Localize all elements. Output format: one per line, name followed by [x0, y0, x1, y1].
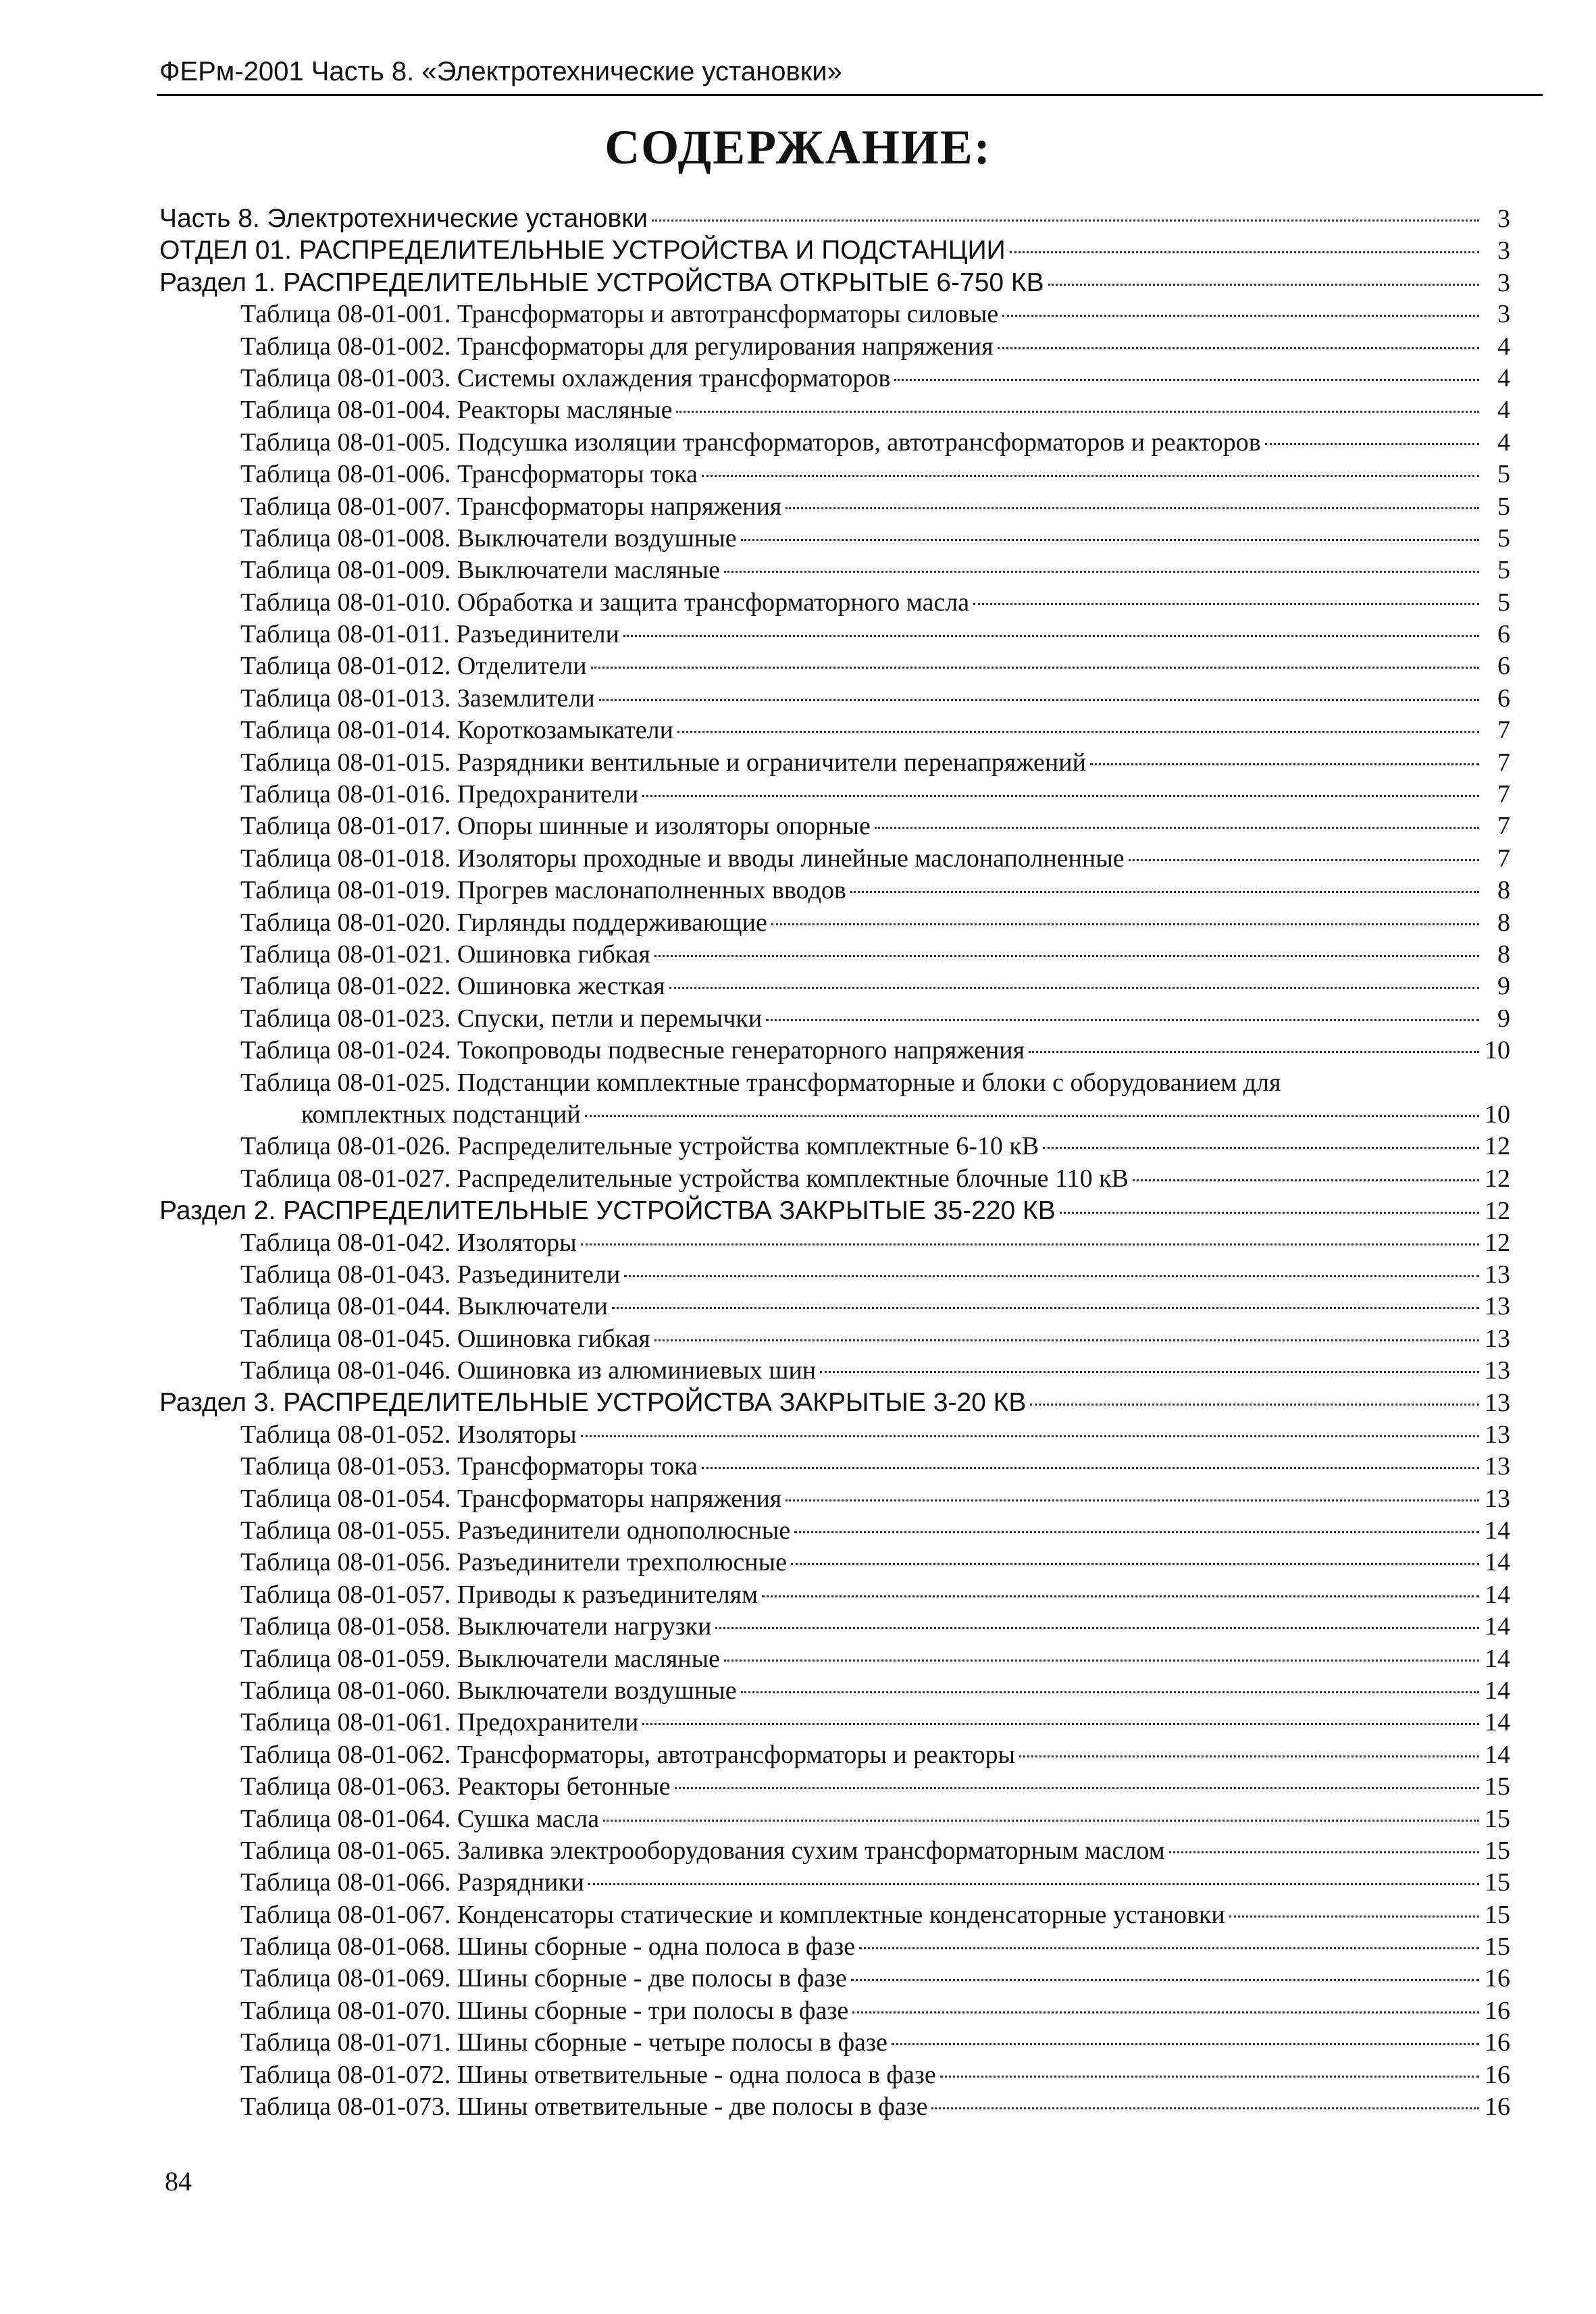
toc-entry[interactable] [159, 1163, 1510, 1195]
toc-entry-label: Таблица 08-01-056. Разъединители трехполюсные [240, 1548, 788, 1577]
toc-entry[interactable] [159, 2027, 1510, 2059]
toc-entry[interactable] [159, 1387, 1510, 1418]
dot-leader [859, 1947, 1479, 1949]
toc-entry-label: Таблица 08-01-066. Разрядники [240, 1868, 585, 1897]
toc-entry[interactable] [159, 394, 1510, 426]
table-of-contents [159, 203, 1510, 2123]
dot-leader [1265, 443, 1479, 445]
toc-entry[interactable] [159, 1547, 1510, 1578]
toc-entry[interactable] [159, 1835, 1510, 1867]
dot-leader [1229, 1916, 1479, 1918]
dot-leader [852, 2011, 1479, 2013]
dot-leader [585, 1115, 1479, 1117]
dot-leader [998, 347, 1479, 349]
toc-entry-page: 4 [1497, 428, 1510, 457]
toc-entry-label: Таблица 08-01-006. Трансформаторы тока [240, 460, 698, 489]
dot-leader [762, 1595, 1479, 1597]
toc-entry-label: Таблица 08-01-022. Ошиновка жесткая [240, 972, 665, 1001]
toc-entry[interactable] [159, 907, 1510, 939]
toc-entry-label: Таблица 08-01-021. Ошиновка гибкая [240, 940, 650, 969]
toc-entry-page: 5 [1497, 460, 1510, 489]
toc-entry[interactable] [159, 1035, 1510, 1066]
toc-entry[interactable] [159, 843, 1510, 875]
toc-entry[interactable] [159, 1515, 1510, 1547]
toc-entry-label: Раздел 1. РАСПРЕДЕЛИТЕЛЬНЫЕ УСТРОЙСТВА ОТКРЫТЫЕ 6-750 КВ [159, 267, 1044, 297]
toc-entry-page: 8 [1497, 940, 1510, 969]
toc-entry-page: 12 [1485, 1132, 1510, 1161]
toc-entry-label: Таблица 08-01-045. Ошиновка гибкая [240, 1324, 650, 1353]
toc-entry[interactable] [159, 1291, 1510, 1322]
dot-leader [715, 1627, 1479, 1629]
toc-entry-label: Таблица 08-01-013. Заземлители [240, 684, 595, 713]
toc-entry[interactable] [159, 939, 1510, 971]
toc-entry-label: Раздел 3. РАСПРЕДЕЛИТЕЛЬНЫЕ УСТРОЙСТВА ЗАКРЫТЫЕ 3-20 КВ [159, 1388, 1027, 1418]
dot-leader [786, 1499, 1479, 1501]
toc-entry-label: Таблица 08-01-059. Выключатели масляные [240, 1644, 721, 1673]
toc-entry-label: Таблица 08-01-053. Трансформаторы тока [240, 1452, 698, 1481]
toc-entry[interactable] [159, 2059, 1510, 2091]
dot-leader [581, 1435, 1479, 1437]
toc-entry-label: Таблица 08-01-023. Спуски, петли и перемычки [240, 1004, 763, 1033]
dot-leader [1129, 859, 1479, 861]
toc-entry[interactable] [159, 650, 1510, 682]
dot-leader [724, 1660, 1479, 1662]
toc-entry[interactable] [159, 1931, 1510, 1963]
toc-entry-label: Таблица 08-01-005. Подсушка изоляции трансформаторов, автотрансформаторов и реакторов [240, 428, 1261, 457]
toc-entry-page: 9 [1497, 1004, 1510, 1033]
toc-entry-page: 16 [1485, 2060, 1510, 2089]
toc-entry-page: 16 [1485, 1996, 1510, 2025]
dot-leader [1043, 1147, 1479, 1149]
dot-leader [741, 1691, 1479, 1693]
toc-entry-page: 16 [1485, 1964, 1510, 1993]
toc-entry-label: Таблица 08-01-007. Трансформаторы напряжения [240, 492, 782, 521]
toc-entry[interactable] [159, 1099, 1510, 1131]
toc-entry-label: Таблица 08-01-070. Шины сборные - три полосы в фазе [240, 1996, 849, 2025]
header-rule [157, 94, 1543, 96]
toc-entry[interactable] [159, 1259, 1510, 1291]
toc-entry-page: 5 [1497, 556, 1510, 585]
toc-entry-label: Таблица 08-01-014. Короткозамыкатели [240, 716, 673, 745]
toc-entry[interactable] [159, 427, 1510, 459]
toc-entry-label: Таблица 08-01-060. Выключатели воздушные [240, 1676, 737, 1705]
dot-leader [588, 1883, 1479, 1885]
toc-entry[interactable] [159, 1643, 1510, 1675]
running-header: ФЕРм-2001 Часть 8. «Электротехнические установки» [159, 57, 842, 86]
toc-entry[interactable] [159, 1611, 1510, 1643]
dot-leader [973, 603, 1479, 605]
toc-entry-page: 13 [1485, 1389, 1510, 1418]
toc-entry-page: 14 [1485, 1644, 1510, 1673]
toc-entry-page: 8 [1497, 908, 1510, 937]
toc-entry-label: Раздел 2. РАСПРЕДЕЛИТЕЛЬНЫЕ УСТРОЙСТВА ЗАКРЫТЫЕ 35-220 КВ [159, 1196, 1056, 1226]
toc-entry-label: Таблица 08-01-043. Разъединители [240, 1260, 621, 1289]
toc-entry-label: Таблица 08-01-042. Изоляторы [240, 1228, 577, 1257]
toc-entry-label: Таблица 08-01-067. Конденсаторы статические и комплектные конденсаторные установки [240, 1900, 1225, 1929]
dot-leader [892, 2043, 1479, 2045]
toc-entry-label: Таблица 08-01-027. Распределительные устройства комплектные блочные 110 кВ [240, 1164, 1129, 1193]
dot-leader [940, 2076, 1479, 2078]
toc-entry-page: 14 [1485, 1516, 1510, 1545]
toc-entry-page: 3 [1497, 268, 1510, 297]
dot-leader [599, 699, 1479, 701]
dot-leader [771, 923, 1479, 925]
dot-leader [820, 1371, 1479, 1373]
toc-entry[interactable] [159, 555, 1510, 586]
toc-entry-label: Таблица 08-01-063. Реакторы бетонные [240, 1772, 671, 1801]
dot-leader [1060, 1212, 1479, 1214]
toc-entry-page: 10 [1485, 1036, 1510, 1065]
toc-entry[interactable] [159, 203, 1510, 234]
toc-entry-label: Таблица 08-01-015. Разрядники вентильные и ограничители перенапряжений [240, 748, 1086, 777]
toc-entry[interactable] [159, 1995, 1510, 2027]
toc-entry[interactable] [159, 1195, 1510, 1227]
dot-leader [581, 1243, 1479, 1245]
page-title: СОДЕРЖАНИЕ: [604, 120, 992, 174]
toc-entry-page: 15 [1485, 1868, 1510, 1897]
toc-entry-label: Таблица 08-01-016. Предохранители [240, 780, 639, 809]
toc-entry[interactable] [159, 491, 1510, 523]
toc-entry-page: 7 [1497, 844, 1510, 873]
toc-entry-page: 5 [1497, 523, 1510, 552]
dot-leader [850, 891, 1479, 893]
dot-leader [702, 475, 1479, 477]
toc-entry[interactable] [159, 1803, 1510, 1835]
toc-entry-label: Таблица 08-01-012. Отделители [240, 652, 587, 681]
toc-entry-page: 5 [1497, 492, 1510, 521]
toc-entry[interactable] [159, 1067, 1510, 1099]
toc-entry-page: 7 [1497, 716, 1510, 745]
dot-leader [654, 1339, 1479, 1341]
dot-leader [675, 1787, 1479, 1789]
dot-leader [642, 795, 1479, 797]
toc-entry-label: Таблица 08-01-011. Разъединители [240, 620, 619, 649]
toc-entry-page: 16 [1485, 2092, 1510, 2122]
toc-entry[interactable] [159, 1579, 1510, 1611]
toc-entry-page: 3 [1497, 236, 1510, 265]
toc-entry-page: 6 [1497, 620, 1510, 649]
toc-entry-label: Таблица 08-01-025. Подстанции комплектные трансформаторные и блоки с оборудованием для [240, 1068, 1281, 1097]
dot-leader [1030, 1404, 1479, 1406]
dot-leader [1019, 1755, 1479, 1757]
toc-entry-label: Таблица 08-01-071. Шины сборные - четыре полосы в фазе [240, 2028, 887, 2057]
toc-entry[interactable] [159, 1963, 1510, 1995]
dot-leader [1169, 1851, 1479, 1853]
toc-entry-page: 14 [1485, 1612, 1510, 1641]
toc-entry[interactable] [159, 875, 1510, 906]
toc-entry[interactable] [159, 1483, 1510, 1515]
toc-entry-page: 13 [1485, 1452, 1510, 1481]
toc-entry-label: Таблица 08-01-073. Шины ответвительные - две полосы в фазе [240, 2092, 928, 2122]
toc-entry-label: Таблица 08-01-044. Выключатели [240, 1292, 608, 1321]
toc-entry[interactable] [159, 2091, 1510, 2123]
toc-entry-page: 3 [1497, 205, 1510, 233]
toc-entry[interactable] [159, 1227, 1510, 1259]
toc-entry-label: Таблица 08-01-010. Обработка и защита трансформаторного масла [240, 588, 970, 617]
toc-entry-page: 16 [1485, 2028, 1510, 2057]
toc-entry-page: 15 [1485, 1900, 1510, 1929]
toc-entry[interactable] [159, 1771, 1510, 1803]
dot-leader [1090, 763, 1479, 765]
toc-entry-label: Таблица 08-01-002. Трансформаторы для регулирования напряжения [240, 332, 994, 361]
dot-leader [786, 507, 1479, 509]
toc-entry[interactable] [159, 779, 1510, 811]
toc-entry-page: 4 [1497, 363, 1510, 392]
toc-entry-page: 8 [1497, 876, 1510, 905]
toc-entry-label: Таблица 08-01-068. Шины сборные - одна полоса в фазе [240, 1932, 856, 1961]
toc-entry-label: Таблица 08-01-020. Гирлянды поддерживающие [240, 908, 767, 937]
toc-entry-label: Таблица 08-01-062. Трансформаторы, автотрансформаторы и реакторы [240, 1740, 1016, 1769]
dot-leader [1002, 315, 1479, 317]
dot-leader [677, 731, 1479, 733]
toc-entry-label: Таблица 08-01-001. Трансформаторы и автотрансформаторы силовые [240, 300, 999, 329]
toc-entry[interactable] [159, 299, 1510, 330]
toc-entry-page: 13 [1485, 1292, 1510, 1321]
toc-entry-label: Таблица 08-01-069. Шины сборные - две полосы в фазе [240, 1964, 847, 1993]
toc-entry-label: Таблица 08-01-057. Приводы к разъединителям [240, 1580, 758, 1609]
toc-entry-page: 5 [1497, 588, 1510, 617]
toc-entry-page: 15 [1485, 1836, 1510, 1865]
toc-entry-label: Таблица 08-01-019. Прогрев маслонаполненных вводов [240, 876, 846, 905]
toc-entry-page: 12 [1485, 1164, 1510, 1193]
toc-entry-label: Таблица 08-01-065. Заливка электрооборудования сухим трансформаторным маслом [240, 1836, 1165, 1865]
toc-entry-page: 4 [1497, 396, 1510, 425]
dot-leader [654, 955, 1479, 957]
toc-entry-label: Таблица 08-01-008. Выключатели воздушные [240, 523, 737, 552]
dot-leader [851, 1979, 1479, 1981]
dot-leader [676, 411, 1479, 413]
dot-leader [623, 635, 1479, 637]
dot-leader [794, 1531, 1479, 1533]
toc-entry[interactable] [159, 1707, 1510, 1739]
dot-leader [741, 539, 1479, 541]
dot-leader [612, 1307, 1479, 1309]
dot-leader [702, 1467, 1479, 1469]
toc-entry-page: 6 [1497, 684, 1510, 713]
toc-entry-label: Таблица 08-01-058. Выключатели нагрузки [240, 1612, 712, 1641]
toc-entry-page: 9 [1497, 972, 1510, 1001]
toc-entry[interactable] [159, 1739, 1510, 1771]
dot-leader [1029, 1051, 1479, 1053]
toc-entry-label: ОТДЕЛ 01. РАСПРЕДЕЛИТЕЛЬНЫЕ УСТРОЙСТВА И ПОДСТАНЦИИ [159, 236, 1006, 265]
toc-entry-page: 13 [1485, 1484, 1510, 1513]
toc-entry[interactable] [159, 267, 1510, 299]
toc-entry[interactable] [159, 331, 1510, 363]
toc-entry-page: 10 [1485, 1100, 1510, 1129]
toc-entry[interactable] [159, 971, 1510, 1002]
dot-leader [724, 571, 1479, 573]
dot-leader [669, 987, 1479, 989]
toc-entry-page: 15 [1485, 1804, 1510, 1833]
toc-entry-page: 14 [1485, 1676, 1510, 1705]
toc-entry-label: Таблица 08-01-064. Сушка масла [240, 1804, 600, 1833]
toc-entry[interactable] [159, 459, 1510, 490]
toc-entry[interactable] [159, 1003, 1510, 1035]
toc-entry[interactable] [159, 1419, 1510, 1451]
toc-entry-label: Таблица 08-01-026. Распределительные устройства комплектные 6-10 кВ [240, 1132, 1039, 1161]
toc-entry[interactable] [159, 1675, 1510, 1707]
dot-leader [766, 1019, 1479, 1021]
toc-entry[interactable] [159, 811, 1510, 842]
toc-entry-page: 14 [1485, 1548, 1510, 1577]
toc-entry-label: Таблица 08-01-017. Опоры шинные и изоляторы опорные [240, 812, 871, 841]
toc-entry[interactable] [159, 747, 1510, 779]
toc-entry[interactable] [159, 683, 1510, 715]
toc-entry-page: 14 [1485, 1740, 1510, 1769]
toc-entry-page: 15 [1485, 1772, 1510, 1801]
dot-leader [652, 220, 1479, 222]
toc-entry-page: 13 [1485, 1260, 1510, 1289]
toc-entry-page: 14 [1485, 1708, 1510, 1737]
toc-entry-label: Таблица 08-01-054. Трансформаторы напряжения [240, 1484, 782, 1513]
toc-entry-page: 15 [1485, 1932, 1510, 1961]
toc-entry-page: 14 [1485, 1580, 1510, 1609]
toc-entry-page: 12 [1485, 1197, 1510, 1226]
dot-leader [642, 1723, 1479, 1725]
toc-entry-label: Таблица 08-01-055. Разъединители однополюсные [240, 1516, 791, 1545]
toc-entry-label: Таблица 08-01-018. Изоляторы проходные и вводы линейные маслонаполненные [240, 844, 1125, 873]
toc-entry-page: 13 [1485, 1324, 1510, 1353]
toc-entry-label: Таблица 08-01-046. Ошиновка из алюминиевых шин [240, 1356, 817, 1385]
toc-entry[interactable] [159, 234, 1510, 266]
toc-entry[interactable] [159, 1323, 1510, 1355]
dot-leader [591, 667, 1479, 669]
dot-leader [603, 1820, 1479, 1822]
dot-leader [875, 827, 1479, 829]
dot-leader [894, 379, 1479, 381]
toc-entry[interactable] [159, 1867, 1510, 1899]
toc-entry-page: 6 [1497, 652, 1510, 681]
dot-leader [1133, 1179, 1479, 1181]
dot-leader [791, 1563, 1479, 1565]
toc-entry[interactable] [159, 587, 1510, 619]
toc-entry[interactable] [159, 1131, 1510, 1162]
dot-leader [1048, 284, 1479, 286]
dot-leader [624, 1275, 1479, 1277]
toc-entry[interactable] [159, 1899, 1510, 1931]
toc-entry-label: комплектных подстанций [301, 1100, 581, 1129]
toc-entry[interactable] [159, 1451, 1510, 1483]
toc-entry-label: Таблица 08-01-003. Системы охлаждения трансформаторов [240, 363, 891, 392]
toc-entry[interactable] [159, 523, 1510, 555]
toc-entry-page: 7 [1497, 748, 1510, 777]
toc-entry-label: Таблица 08-01-061. Предохранители [240, 1708, 639, 1737]
toc-entry-label: Таблица 08-01-052. Изоляторы [240, 1420, 577, 1449]
toc-entry-label: Таблица 08-01-024. Токопроводы подвесные генераторного напряжения [240, 1036, 1025, 1065]
toc-entry-page: 12 [1485, 1228, 1510, 1257]
toc-entry-label: Часть 8. Электротехнические установки [159, 204, 648, 233]
toc-entry-page: 4 [1497, 332, 1510, 361]
toc-entry-page: 7 [1497, 812, 1510, 841]
dot-leader [931, 2107, 1479, 2109]
toc-entry[interactable] [159, 363, 1510, 394]
toc-entry-page: 13 [1485, 1420, 1510, 1449]
toc-entry-page: 7 [1497, 780, 1510, 809]
toc-entry-label: Таблица 08-01-009. Выключатели масляные [240, 556, 721, 585]
toc-entry-page: 3 [1497, 300, 1510, 329]
toc-entry-label: Таблица 08-01-072. Шины ответвительные - одна полоса в фазе [240, 2060, 936, 2089]
dot-leader [1010, 251, 1479, 253]
toc-entry[interactable] [159, 619, 1510, 650]
toc-entry[interactable] [159, 715, 1510, 746]
page-number: 84 [165, 2166, 192, 2196]
toc-entry[interactable] [159, 1355, 1510, 1387]
toc-entry-page: 13 [1485, 1356, 1510, 1385]
toc-entry-label: Таблица 08-01-004. Реакторы масляные [240, 396, 673, 425]
